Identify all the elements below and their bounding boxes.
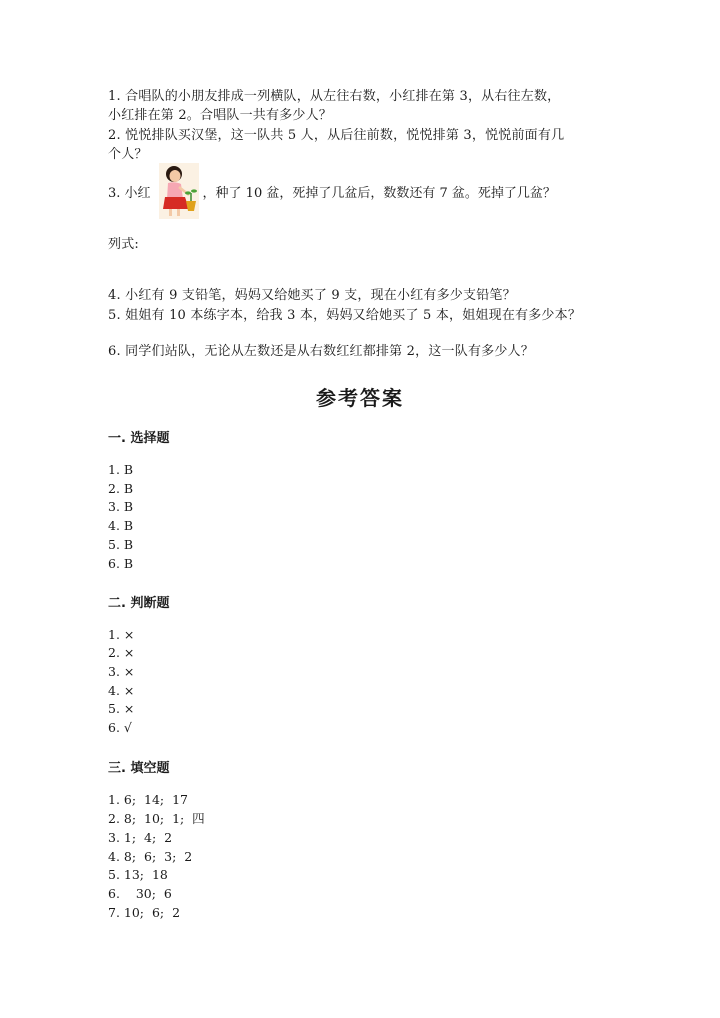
answer-item: 3. × (108, 664, 135, 679)
question-4: 4. 小红有 9 支铅笔，妈妈又给她买了 9 支，现在小红有多少支铅笔？ (108, 288, 516, 303)
answer-item: 4. B (108, 518, 134, 533)
answer-item: 5. × (108, 701, 135, 716)
question-3-prefix: 3. 小红 (108, 185, 151, 201)
question-3 (108, 162, 556, 220)
question-6: 6. 同学们站队，无论从左数还是从右数红红都排第 2，这一队有多少人？ (108, 344, 534, 359)
question-5: 5. 姐姐有 10 本练字本，给我 3 本，妈妈又给她买了 5 本，姐姐现在有多少本？ (108, 308, 582, 323)
answer-item: 1. 6; 14; 17 (108, 792, 188, 807)
answer-item: 6. 30; 6 (108, 886, 172, 901)
answer-item: 2. 8; 10; 1; 四 (108, 811, 205, 826)
answer-item: 2. × (108, 645, 135, 660)
answer-item: 3. B (108, 499, 134, 514)
section-heading-choice: 一. 选择题 (108, 431, 170, 446)
answer-item: 1. B (108, 462, 134, 477)
answer-item: 1. × (108, 627, 135, 642)
question-2-line-1: 2. 悦悦排队买汉堡，这一队共 5 人，从后往前数，悦悦排第 3，悦悦前面有几 (108, 128, 565, 143)
question-2-line-2: 个人？ (108, 147, 148, 162)
answer-key-title: 参考答案 (316, 386, 404, 410)
formula-label: 列式: (108, 237, 139, 252)
answer-item: 4. 8; 6; 3; 2 (108, 849, 193, 864)
answer-item: 5. 13; 18 (108, 867, 168, 882)
answer-item: 7. 10; 6; 2 (108, 905, 181, 920)
answer-item: 6. √ (108, 720, 132, 735)
answer-item: 6. B (108, 556, 134, 571)
section-heading-judgement: 二. 判断题 (108, 596, 170, 611)
question-1-line-2: 小红排在第 2。合唱队一共有多少人？ (108, 108, 333, 123)
answer-item: 2. B (108, 481, 134, 496)
girl-planting-image (159, 163, 199, 219)
answer-item: 3. 1; 4; 2 (108, 830, 173, 845)
answer-item: 4. × (108, 683, 135, 698)
section-heading-fill-blank: 三. 填空题 (108, 761, 170, 776)
question-1-line-1: 1. 合唱队的小朋友排成一列横队，从左往右数，小红排在第 3，从右往左数， (108, 89, 561, 104)
answer-item: 5. B (108, 537, 134, 552)
question-3-suffix: ，种了 10 盆，死掉了几盆后，数数还有 7 盆。死掉了几盆？ (202, 185, 556, 201)
